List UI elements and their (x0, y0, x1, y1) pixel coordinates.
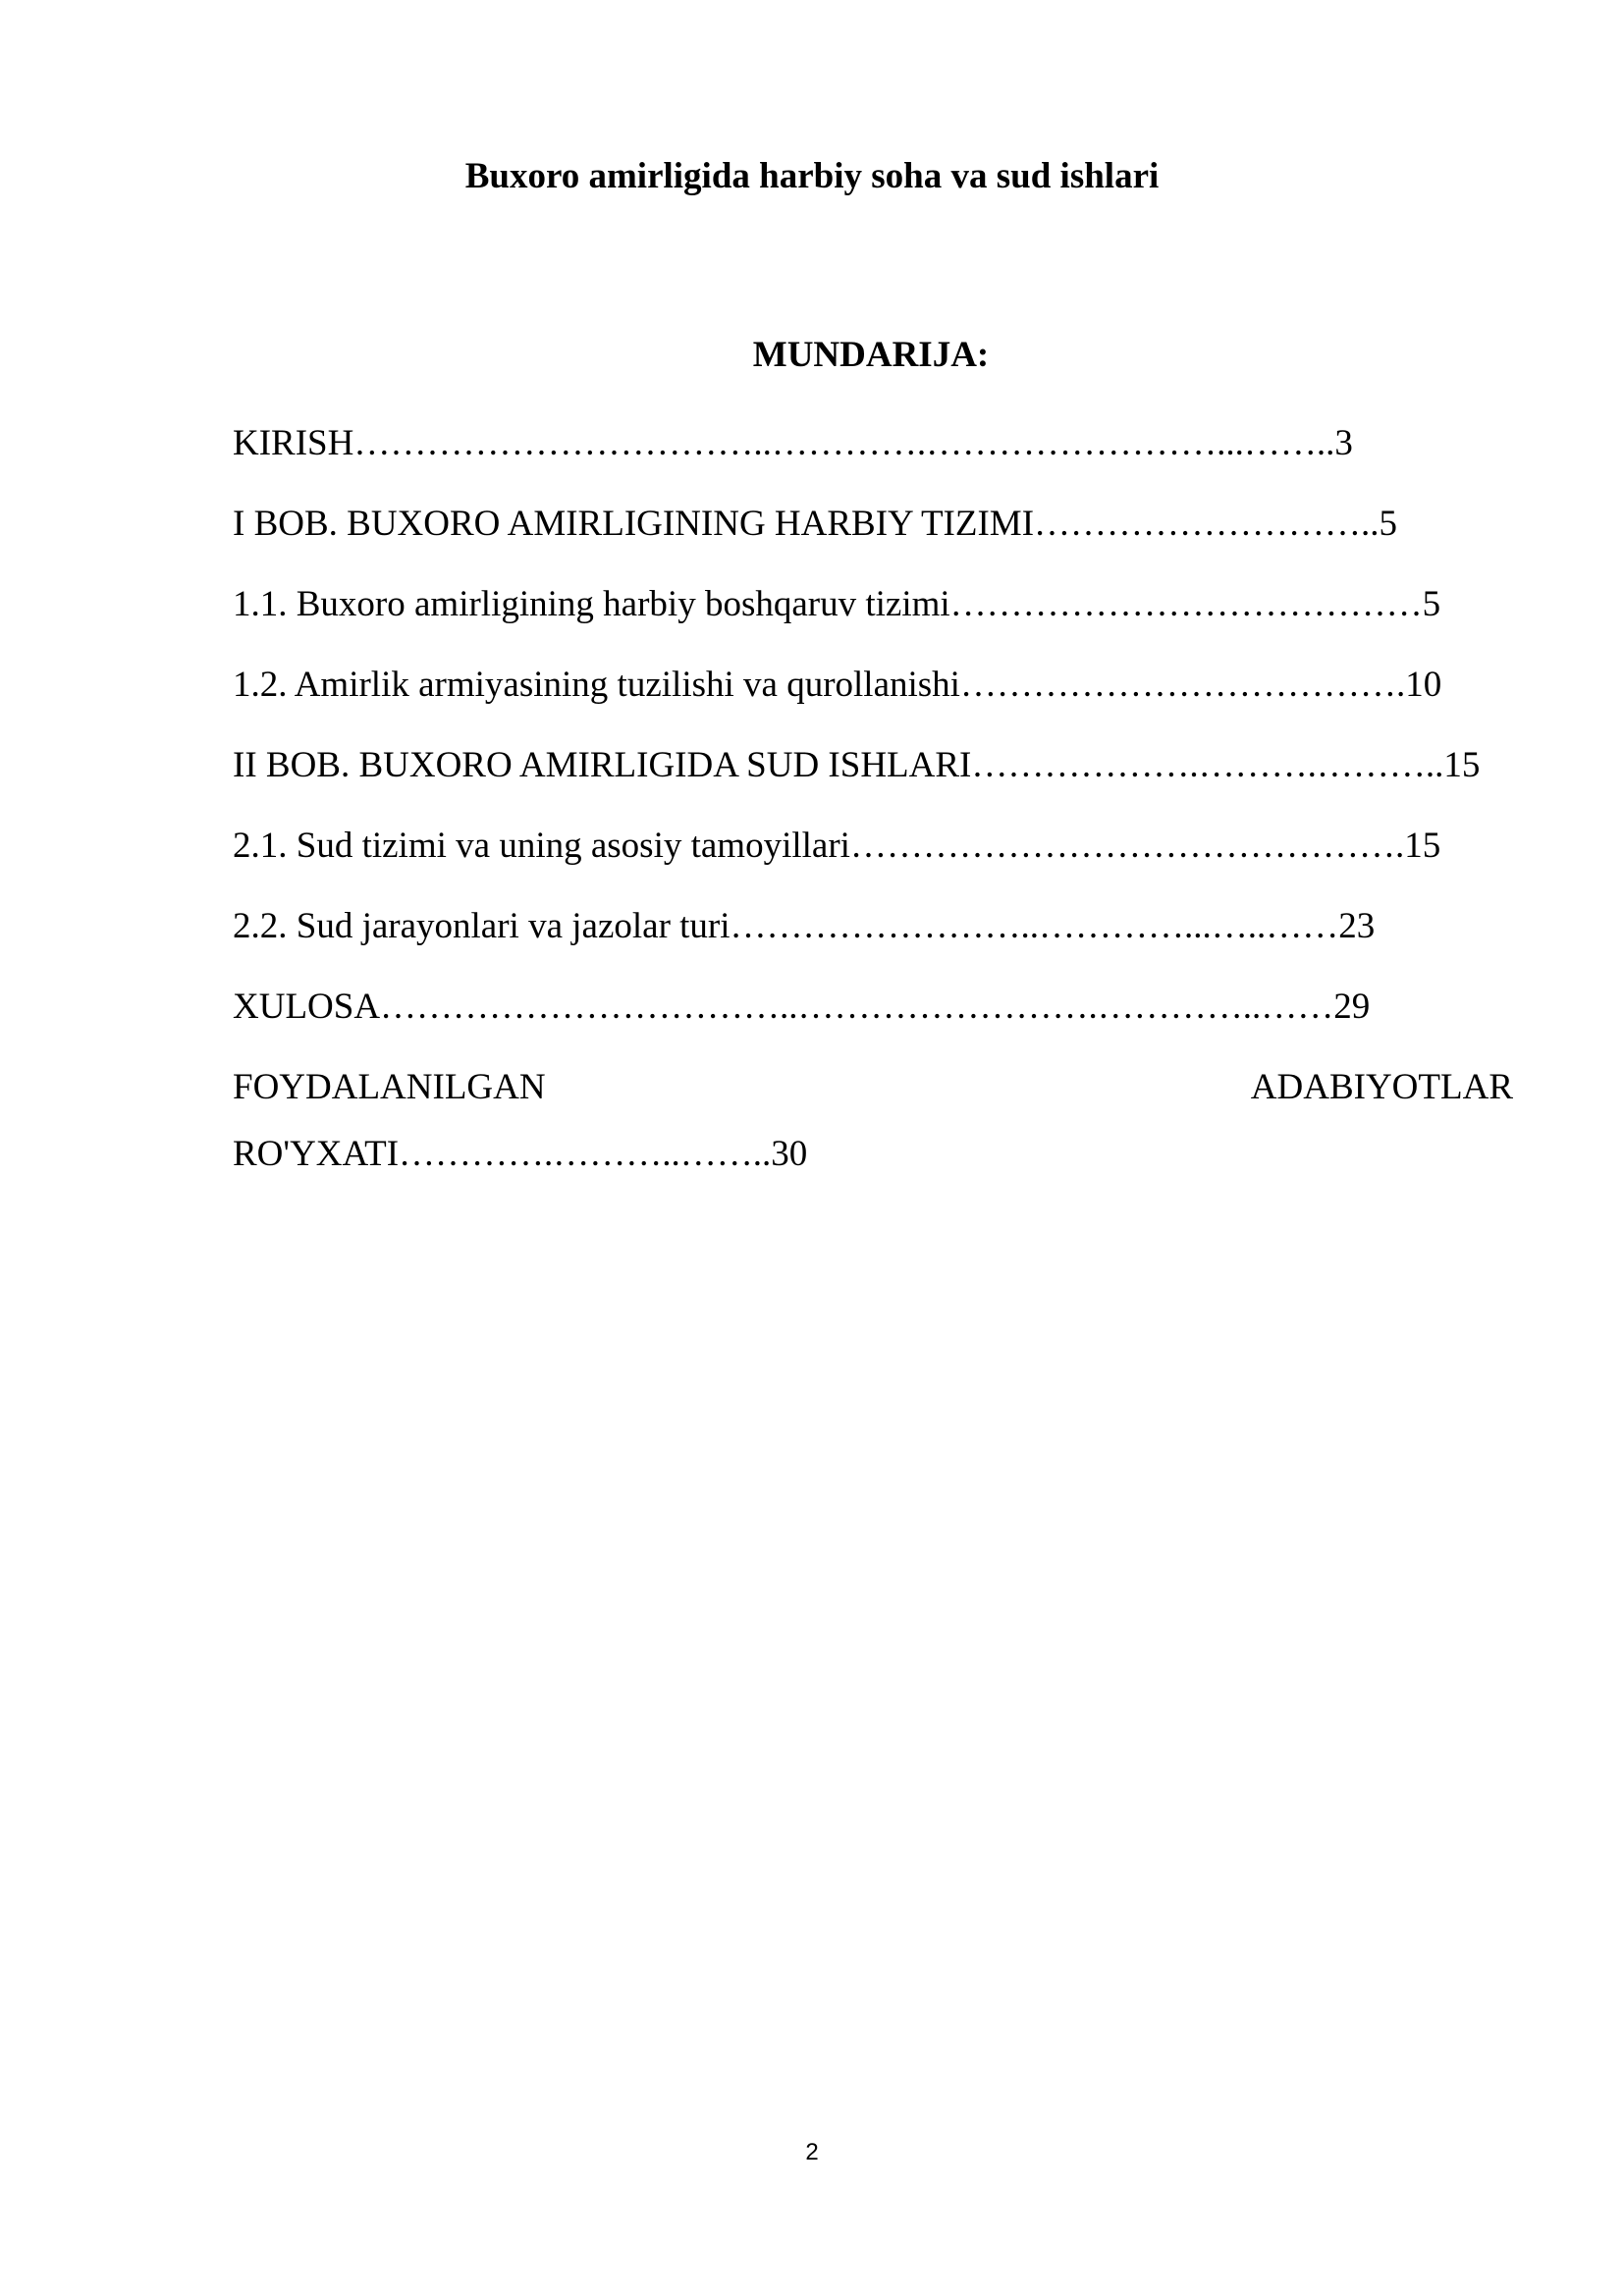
toc-entry-xulosa[interactable]: XULOSA……………………………..…………………….…………..……29 (233, 987, 1371, 1027)
toc-entry-chapter-2[interactable]: II BOB. BUXORO AMIRLIGIDA SUD ISHLARI……………….……….………..15 (233, 745, 1481, 785)
toc-entry-section-1-2[interactable]: 1.2. Amirlik armiyasining tuzilishi va qurollanishi……………………………….10 (233, 665, 1442, 705)
toc-entry-references-continuation[interactable]: RO'YXATI………….………..……..30 (233, 1134, 808, 1174)
toc-heading: MUNDARIJA: (752, 335, 990, 375)
toc-entry-chapter-1[interactable]: I BOB. BUXORO AMIRLIGINING HARBIY TIZIMI………………………..5 (233, 504, 1398, 544)
page-number: 2 (805, 2139, 819, 2165)
toc-entry-references[interactable] (233, 1066, 1513, 1109)
document-title: Buxoro amirligida harbiy soha va sud ishlari (464, 156, 1160, 196)
toc-entry-section-2-1[interactable]: 2.1. Sud tizimi va uning asosiy tamoyillari……………………………………….15 (233, 826, 1441, 866)
toc-entry-section-2-2[interactable]: 2.2. Sud jarayonlari va jazolar turi……………………..…………...…..……23 (233, 906, 1376, 946)
toc-entry-references-left: FOYDALANILGAN (233, 1067, 546, 1107)
toc-entry-section-1-1[interactable]: 1.1. Buxoro amirligining harbiy boshqaruv tizimi…………………………………5 (233, 584, 1441, 624)
toc-entry-references-right: ADABIYOTLAR (1250, 1067, 1513, 1107)
toc-entry-kirish[interactable]: KIRISH……………………………..………….……………………...……..3 (233, 423, 1353, 463)
